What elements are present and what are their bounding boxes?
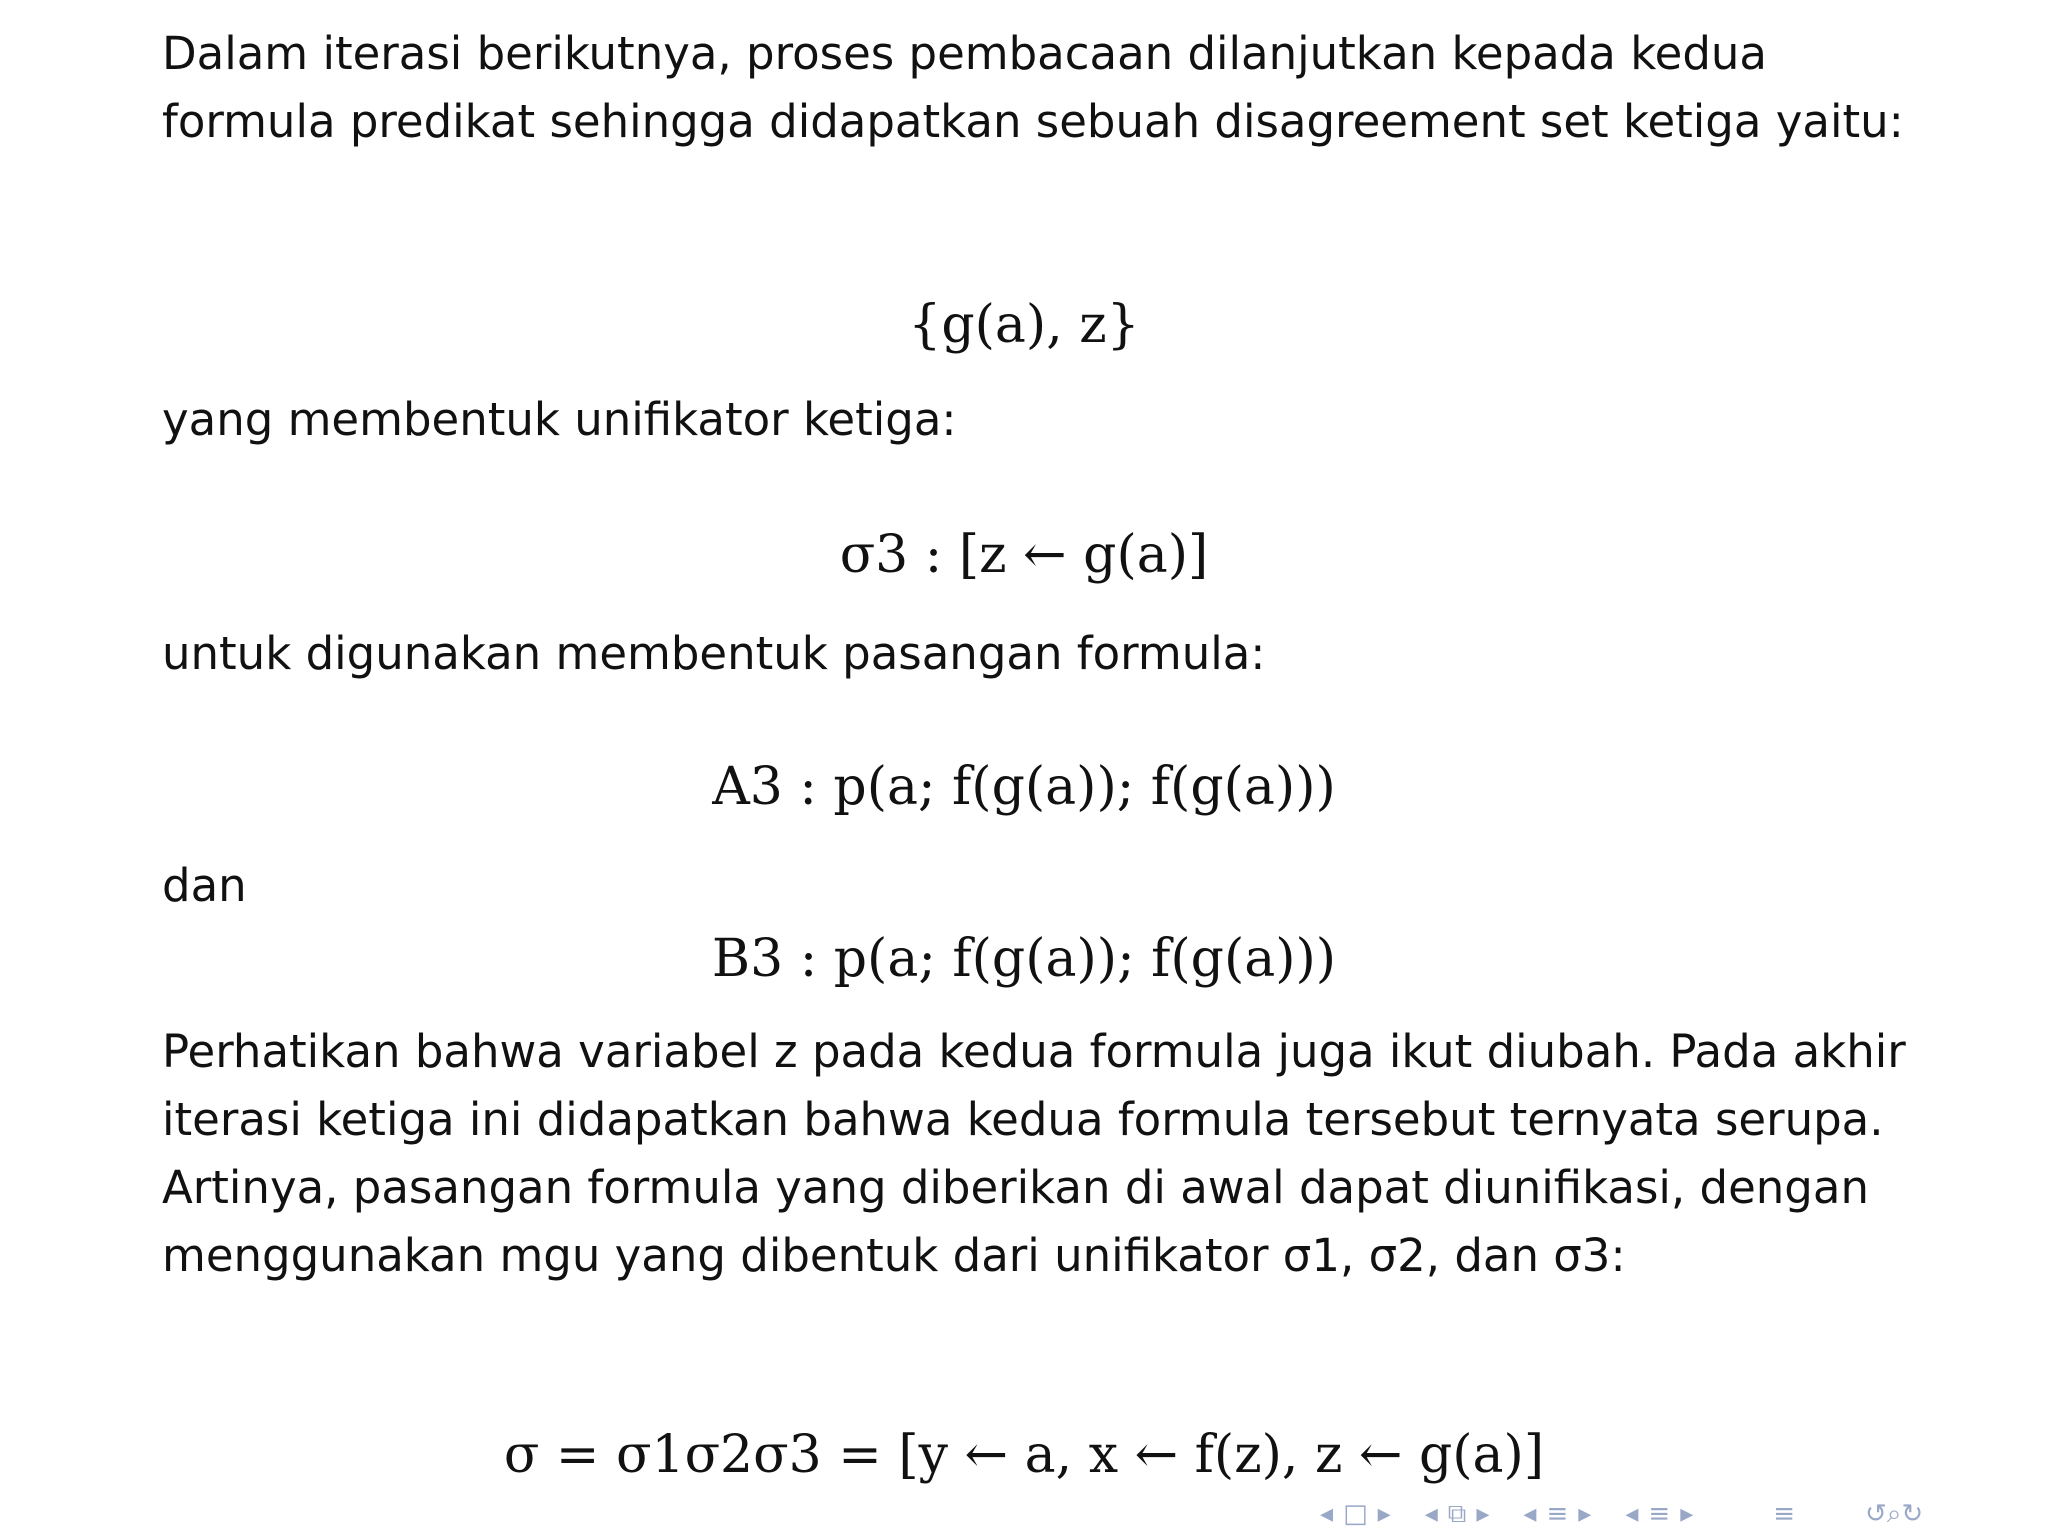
equation-sigma3 bbox=[0, 520, 2048, 590]
nav-next-subsection-icon[interactable]: ▸ bbox=[1476, 1499, 1490, 1529]
equation-b3 bbox=[0, 924, 2048, 994]
beamer-navigation-bar bbox=[1320, 1494, 2040, 1534]
nav-section-icon[interactable]: ≡ bbox=[1546, 1499, 1569, 1529]
nav-outline-icon[interactable]: ≡ bbox=[1773, 1499, 1796, 1529]
nav-frame-icon[interactable]: □ bbox=[1343, 1499, 1368, 1529]
equation-a3 bbox=[0, 752, 2048, 822]
nav-prev-frame-icon[interactable]: ◂ bbox=[1320, 1499, 1334, 1529]
nav-search-icon[interactable]: ↺⌕↻ bbox=[1865, 1498, 1924, 1529]
nav-prev-section-icon[interactable]: ◂ bbox=[1523, 1499, 1537, 1529]
equation-text: B3 : p(a; f(g(a)); f(g(a))) bbox=[711, 929, 1337, 989]
equation-text: σ = σ1σ2σ3 = [y ← a, x ← f(z), z ← g(a)] bbox=[503, 1425, 1545, 1485]
nav-subsection-icon[interactable]: ⧉ bbox=[1447, 1498, 1467, 1529]
paragraph-intro: Dalam iterasi berikutnya, proses pembacaan dilanjutkan kepada kedua formula predikat sehingga didapatkan sebuah disagreement set ketiga yaitu: bbox=[162, 27, 1904, 148]
nav-prev-subsection-icon[interactable]: ◂ bbox=[1424, 1499, 1438, 1529]
nav-next-section2-icon[interactable]: ▸ bbox=[1680, 1499, 1694, 1529]
equation-text: σ3 : [z ← g(a)] bbox=[839, 525, 1209, 585]
equation-text: {g(a), z} bbox=[908, 295, 1140, 355]
nav-next-section-icon[interactable]: ▸ bbox=[1578, 1499, 1592, 1529]
equation-mgu bbox=[0, 1420, 2048, 1490]
equation-text: A3 : p(a; f(g(a)); f(g(a))) bbox=[712, 757, 1336, 817]
nav-next-frame-icon[interactable]: ▸ bbox=[1377, 1499, 1391, 1529]
paragraph-conclusion: Perhatikan bahwa variabel z pada kedua formula juga ikut diubah. Pada akhir iterasi ketiga ini didapatkan bahwa kedua formula tersebut ternyata serupa. Artinya, pasangan formula yang diberikan di awal dapat diunifikasi, dengan menggunakan mgu yang dibentuk dari unifikator σ1, σ2, dan σ3: bbox=[162, 1025, 1906, 1282]
nav-prev-section2-icon[interactable]: ◂ bbox=[1625, 1499, 1639, 1529]
paragraph-dan: dan bbox=[162, 859, 247, 912]
paragraph-formula-pair-intro: untuk digunakan membentuk pasangan formula: bbox=[162, 627, 1266, 680]
paragraph-unifier-intro: yang membentuk unifikator ketiga: bbox=[162, 393, 957, 446]
nav-section2-icon[interactable]: ≡ bbox=[1648, 1499, 1671, 1529]
equation-disagreement-set bbox=[0, 290, 2048, 360]
